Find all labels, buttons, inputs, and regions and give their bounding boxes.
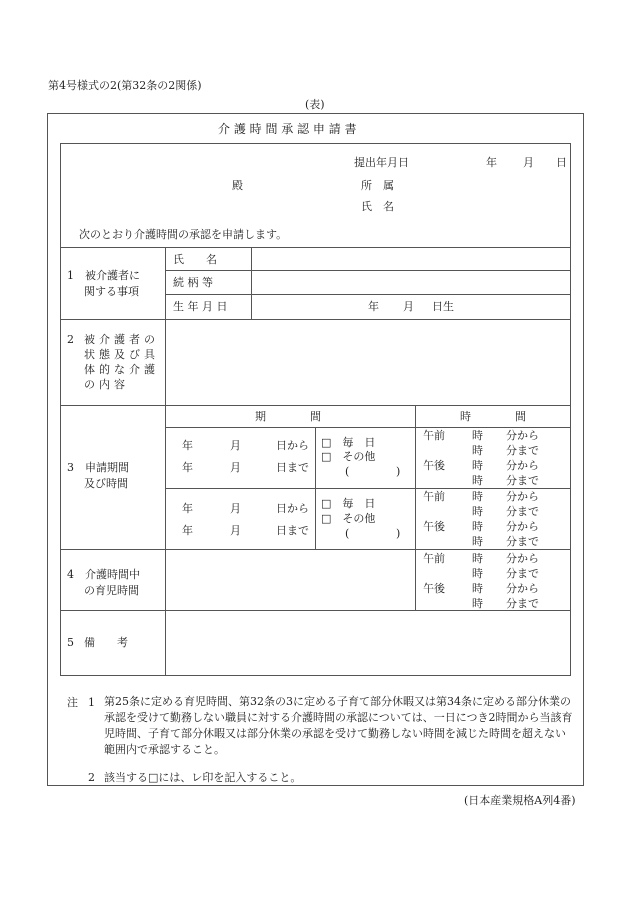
note1-number: 1 bbox=[88, 696, 95, 709]
application-statement: 次のとおり介護時間の承認を申請します。 bbox=[79, 228, 288, 241]
s4-t3-minute: 分から bbox=[506, 582, 539, 595]
s4-t2-minute: 分まで bbox=[506, 567, 539, 580]
s1-row-relation-label: 続 柄 等 bbox=[173, 276, 213, 289]
submit-year: 年 bbox=[486, 156, 497, 169]
divider-s1-row2 bbox=[165, 294, 571, 295]
section2-number: 2 bbox=[67, 333, 74, 346]
s1-birth-year: 年 bbox=[368, 300, 379, 313]
section4-label-line2: の育児時間 bbox=[84, 584, 139, 597]
section5-label: 備 考 bbox=[84, 636, 128, 649]
s1-birth-month: 月 bbox=[403, 300, 414, 313]
s4-t4-hour: 時 bbox=[472, 597, 483, 610]
submit-day: 日 bbox=[556, 156, 567, 169]
section2-line1: 被介護者の bbox=[84, 333, 159, 346]
notes-prefix: 注 bbox=[67, 696, 78, 709]
b2-to-month: 月 bbox=[230, 524, 241, 537]
s4-t2-hour: 時 bbox=[472, 567, 483, 580]
b1-from-suffix: 日から bbox=[276, 439, 309, 452]
period-header: 期 間 bbox=[255, 410, 321, 423]
b1-to-month: 月 bbox=[230, 461, 241, 474]
s3-option-column-line bbox=[315, 427, 316, 549]
side-label: (表) bbox=[305, 98, 325, 111]
form-title: 介 護 時 間 承 認 申 請 書 bbox=[218, 122, 357, 136]
section3-label-line2: 及び時間 bbox=[84, 477, 128, 490]
b1-t2-minute: 分まで bbox=[506, 444, 539, 457]
note2-text: 該当する□には、レ印を記入すること。 bbox=[104, 771, 302, 784]
b2-paren-open: ( bbox=[345, 527, 350, 540]
b2-t2-minute: 分まで bbox=[506, 505, 539, 518]
b2-t2-hour: 時 bbox=[472, 505, 483, 518]
note1-text: 第25条に定める育児時間、第32条の3に定める子育て部分休暇又は第34条に定める部分休業の承認を受けて勤務しない職員に対する介護時間の承認については、一日につき2時間から当該育児時間、子育て部分休暇又は部分休業の承認を受けて勤務しない時間を減じた時間を超えない範囲内で承認すること。 bbox=[104, 695, 573, 756]
b1-t3-minute: 分から bbox=[506, 459, 539, 472]
b2-t4-minute: 分まで bbox=[506, 535, 539, 548]
section1-label-line1: 1 被介護者に bbox=[67, 269, 140, 282]
form-number: 第4号様式の2(第32条の2関係) bbox=[48, 79, 202, 92]
b1-t1-hour: 時 bbox=[472, 429, 483, 442]
time-column-line bbox=[415, 405, 416, 610]
s4-t4-minute: 分まで bbox=[506, 597, 539, 610]
b2-t1-hour: 時 bbox=[472, 490, 483, 503]
b1-t2-hour: 時 bbox=[472, 444, 483, 457]
label-column-line bbox=[165, 247, 166, 676]
s4-t1-hour: 時 bbox=[472, 552, 483, 565]
b1-from-month: 月 bbox=[230, 439, 241, 452]
divider-s2 bbox=[60, 405, 571, 406]
divider-s3-header bbox=[165, 427, 571, 428]
b2-t1-prefix: 午前 bbox=[423, 490, 445, 503]
b2-option-daily[interactable]: □ 毎 日 bbox=[321, 497, 376, 510]
section2-line4: の内容 bbox=[84, 378, 129, 391]
note2-number: 2 bbox=[88, 771, 95, 784]
section2-line3: 体的な介護 bbox=[84, 363, 159, 376]
b1-from-year: 年 bbox=[182, 439, 193, 452]
divider-applicant bbox=[60, 247, 571, 248]
b2-option-other[interactable]: □ その他 bbox=[321, 512, 376, 525]
s1-birth-day: 日生 bbox=[432, 300, 454, 313]
name-label: 氏 名 bbox=[361, 200, 394, 213]
s4-t1-prefix: 午前 bbox=[423, 552, 445, 565]
b1-paren-open: ( bbox=[345, 465, 350, 478]
divider-s4 bbox=[60, 610, 571, 611]
divider-s3-block bbox=[165, 488, 571, 489]
section5-number: 5 bbox=[67, 636, 74, 649]
submit-month: 月 bbox=[523, 156, 534, 169]
b2-paren-close: ) bbox=[396, 527, 401, 540]
b2-from-month: 月 bbox=[230, 502, 241, 515]
b2-t3-prefix: 午後 bbox=[423, 520, 445, 533]
b2-t4-hour: 時 bbox=[472, 535, 483, 548]
divider-s3 bbox=[60, 549, 571, 550]
divider-s1 bbox=[60, 319, 571, 320]
b1-t1-minute: 分から bbox=[506, 429, 539, 442]
s1-row-birth-label: 生 年 月 日 bbox=[173, 300, 228, 313]
b1-option-daily[interactable]: □ 毎 日 bbox=[321, 436, 376, 449]
section2-line2: 状態及び具 bbox=[84, 348, 159, 361]
footer-spec: (日本産業規格A列4番) bbox=[464, 794, 576, 807]
section4-label-line1: 4 介護時間中 bbox=[67, 568, 140, 581]
b2-t3-minute: 分から bbox=[506, 520, 539, 533]
time-header: 時 間 bbox=[460, 410, 526, 423]
b1-to-suffix: 日まで bbox=[276, 461, 309, 474]
b2-from-suffix: 日から bbox=[276, 502, 309, 515]
section1-label-line2: 関する事項 bbox=[84, 285, 139, 298]
s1-value-column-line bbox=[251, 247, 252, 319]
b1-option-other[interactable]: □ その他 bbox=[321, 450, 376, 463]
b2-from-year: 年 bbox=[182, 502, 193, 515]
s4-t3-hour: 時 bbox=[472, 582, 483, 595]
b2-t1-minute: 分から bbox=[506, 490, 539, 503]
s4-t3-prefix: 午後 bbox=[423, 582, 445, 595]
submit-date-label: 提出年月日 bbox=[354, 156, 409, 169]
affiliation-label: 所 属 bbox=[361, 179, 394, 192]
b2-to-suffix: 日まで bbox=[276, 524, 309, 537]
b1-t4-minute: 分まで bbox=[506, 474, 539, 487]
divider-s1-row1 bbox=[165, 270, 571, 271]
section3-label-line1: 3 申請期間 bbox=[67, 461, 129, 474]
addressee-suffix: 殿 bbox=[232, 179, 243, 192]
b2-t3-hour: 時 bbox=[472, 520, 483, 533]
b1-t4-hour: 時 bbox=[472, 474, 483, 487]
b1-paren-close: ) bbox=[396, 465, 401, 478]
b1-t3-prefix: 午後 bbox=[423, 459, 445, 472]
s1-row-name-label: 氏 名 bbox=[173, 253, 217, 266]
b1-t1-prefix: 午前 bbox=[423, 429, 445, 442]
b1-to-year: 年 bbox=[182, 461, 193, 474]
b1-t3-hour: 時 bbox=[472, 459, 483, 472]
s4-t1-minute: 分から bbox=[506, 552, 539, 565]
b2-to-year: 年 bbox=[182, 524, 193, 537]
